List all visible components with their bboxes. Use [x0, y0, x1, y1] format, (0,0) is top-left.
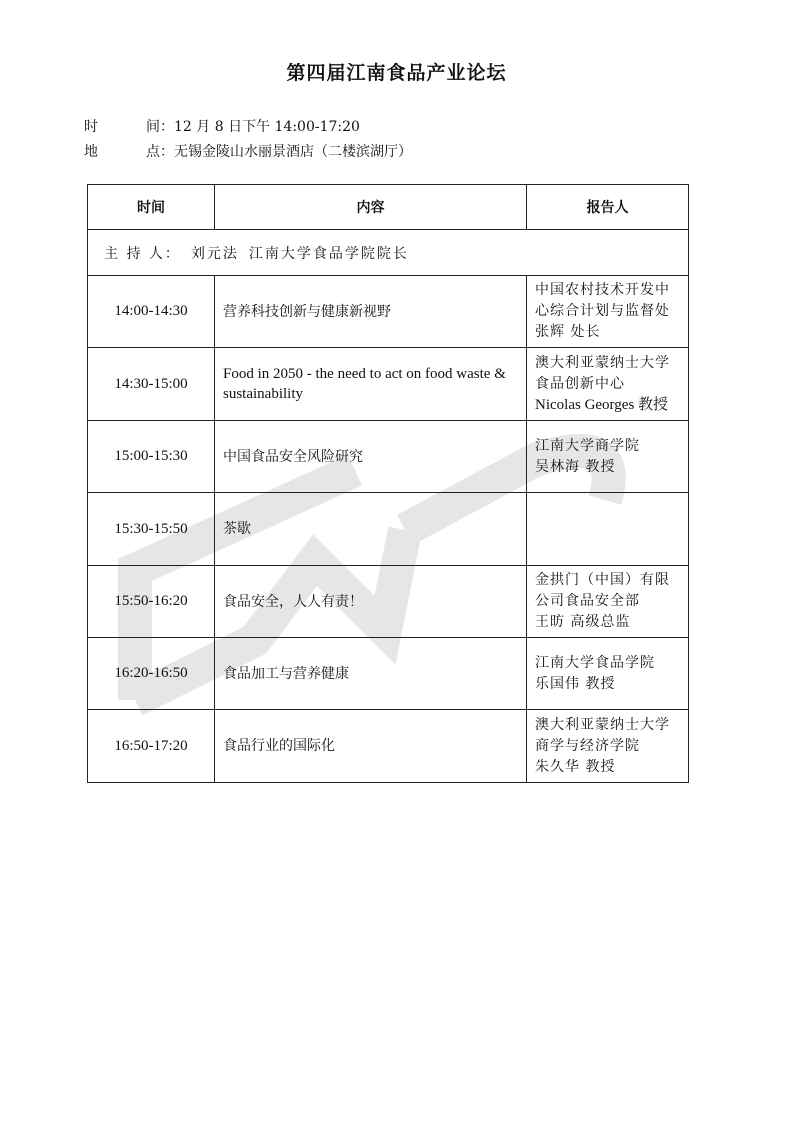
speaker-line: 食品创新中心	[535, 375, 625, 392]
session-topic: 茶歇	[215, 493, 527, 566]
speaker-line: 中国农村技术开发中	[535, 282, 670, 298]
session-topic: 食品加工与营养健康	[215, 638, 527, 710]
table-row	[88, 276, 689, 348]
session-speaker	[527, 566, 689, 638]
host-title: 江南大学食品学院院长	[248, 245, 409, 262]
speaker-line: 江南大学商学院	[535, 437, 640, 454]
header-time: 时间	[88, 185, 215, 230]
session-speaker	[527, 348, 689, 421]
speaker-line: Nicolas Georges 教授	[535, 396, 669, 413]
speaker-line: 乐国伟 教授	[535, 675, 616, 692]
host-label: 主 持 人：	[104, 245, 181, 262]
session-topic: 营养科技创新与健康新视野	[215, 276, 527, 348]
meta-time-key-2: 间：	[146, 119, 174, 135]
host-row	[88, 230, 689, 276]
session-speaker	[527, 710, 689, 783]
header-content: 内容	[215, 185, 527, 230]
speaker-line: 心综合计划与监督处	[535, 303, 670, 319]
table-header-row	[88, 185, 689, 230]
meta-time-line	[84, 117, 360, 137]
session-topic: 食品行业的国际化	[215, 710, 527, 783]
table-row	[88, 638, 689, 710]
page-title: 第四届江南食品产业论坛	[286, 62, 507, 84]
session-time: 16:50-17:20	[88, 710, 215, 783]
host-cell	[88, 230, 689, 276]
speaker-line: 澳大利亚蒙纳士大学	[535, 716, 670, 733]
schedule-table	[87, 184, 689, 783]
speaker-line: 朱久华 教授	[535, 758, 616, 775]
table-row	[88, 493, 689, 566]
header-speaker: 报告人	[527, 185, 689, 230]
table-row	[88, 348, 689, 421]
host-name: 刘元法	[190, 245, 239, 262]
meta-time-value: 12 月 8 日下午 14:00-17:20	[174, 119, 360, 135]
speaker-line: 吴林海 教授	[535, 458, 616, 475]
speaker-line: 澳大利亚蒙纳士大学	[535, 354, 670, 371]
table-row	[88, 566, 689, 638]
session-topic: 中国食品安全风险研究	[215, 421, 527, 493]
speaker-line: 江南大学食品学院	[535, 654, 655, 671]
meta-place-value: 无锡金陵山水丽景酒店（二楼滨湖厅）	[174, 144, 412, 160]
session-speaker	[527, 276, 689, 348]
table-row	[88, 421, 689, 493]
session-topic: Food in 2050 - the need to act on food waste & sustainability	[215, 348, 527, 421]
session-time: 15:00-15:30	[88, 421, 215, 493]
session-speaker	[527, 493, 689, 566]
session-time: 15:30-15:50	[88, 493, 215, 566]
meta-time-key-1: 时	[84, 119, 98, 135]
speaker-line: 商学与经济学院	[535, 737, 640, 754]
speaker-line: 公司食品安全部	[535, 593, 640, 609]
session-time: 14:00-14:30	[88, 276, 215, 348]
session-speaker	[527, 638, 689, 710]
session-topic: 食品安全，人人有责！	[215, 566, 527, 638]
session-speaker	[527, 421, 689, 493]
speaker-line: 张辉 处长	[535, 324, 601, 340]
table-row	[88, 710, 689, 783]
session-time: 16:20-16:50	[88, 638, 215, 710]
meta-place-key-1: 地	[84, 144, 98, 160]
session-time: 15:50-16:20	[88, 566, 215, 638]
speaker-line: 金拱门（中国）有限	[535, 572, 670, 588]
speaker-line: 王昉 高级总监	[535, 614, 631, 630]
session-time: 14:30-15:00	[88, 348, 215, 421]
meta-place-key-2: 点：	[146, 144, 174, 160]
meta-place-line	[84, 142, 412, 162]
